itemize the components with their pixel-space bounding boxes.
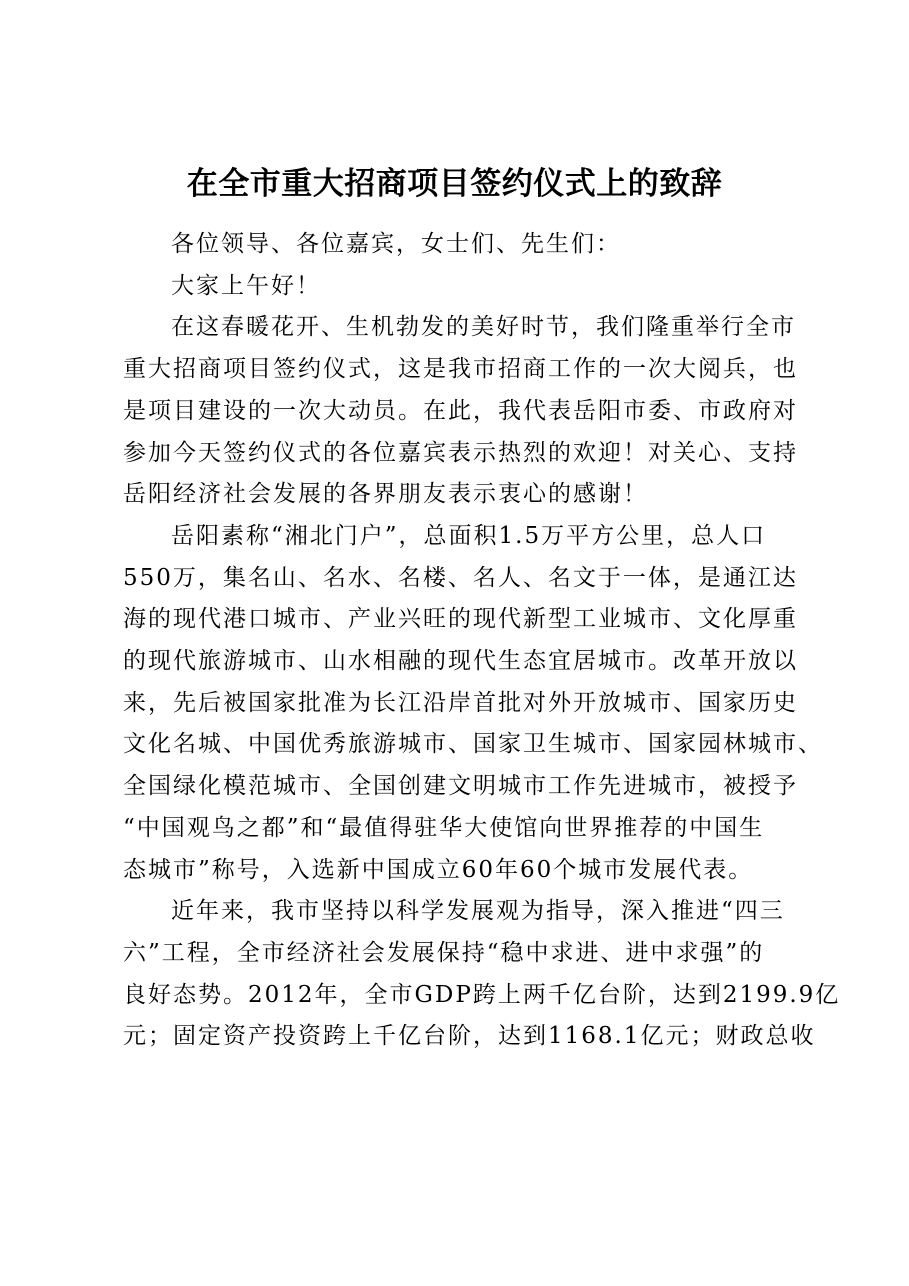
text-line: 在这春暖花开、生机勃发的美好时节，我们隆重举行全市 (171, 314, 796, 341)
text-line: 的现代旅游城市、山水相融的现代生态宜居城市。改革开放以 (123, 648, 798, 675)
text-line: 重大招商项目签约仪式，这是我市招商工作的一次大阅兵，也 (123, 356, 798, 383)
text-line: 岳阳素称“湘北门户”，总面积1.5万平方公里，总人口 (171, 522, 767, 549)
text-line: 岳阳经济社会发展的各界朋友表示衷心的感谢！ (123, 481, 648, 508)
city-intro-paragraph (123, 516, 823, 891)
text-line: 六”工程，全市经济社会发展保持“稳中求进、进中求强”的 (123, 939, 765, 966)
greeting-paragraph (123, 224, 803, 266)
text-line: 各位领导、各位嘉宾，女士们、先生们： (171, 231, 621, 257)
welcome-paragraph (123, 307, 803, 516)
text-line: 来，先后被国家批准为长江沿岸首批对外开放城市、国家历史 (123, 689, 798, 716)
text-line: “中国观鸟之都”和“最值得驻华大使馆向世界推荐的中国生 (123, 814, 765, 841)
text-line: 海的现代港口城市、产业兴旺的现代新型工业城市、文化厚重 (123, 606, 798, 633)
text-line: 文化名城、中国优秀旅游城市、国家卫生城市、国家园林城市、 (123, 731, 823, 758)
text-line: 大家上午好！ (171, 272, 321, 299)
text-line: 550万，集名山、名水、名楼、名人、名文于一体，是通江达 (123, 564, 798, 591)
text-line: 参加今天签约仪式的各位嘉宾表示热烈的欢迎！对关心、支持 (123, 439, 798, 466)
text-line: 全国绿化模范城市、全国创建文明城市工作先进城市，被授予 (123, 773, 798, 800)
text-line: 态城市”称号，入选新中国成立60年60个城市发展代表。 (123, 856, 754, 883)
text-line: 良好态势。2012年，全市GDP跨上两千亿台阶，达到2199.9亿 (123, 981, 841, 1008)
text-line: 元；固定资产投资跨上千亿台阶，达到1168.1亿元；财政总收 (123, 1023, 816, 1050)
salutation-paragraph (123, 266, 803, 308)
text-line: 近年来，我市坚持以科学发展观为指导，深入推进“四三 (171, 898, 785, 925)
economy-paragraph (123, 891, 841, 1058)
document-title: 在全市重大招商项目签约仪式上的致辞 (186, 166, 723, 202)
document-body (123, 224, 841, 1058)
text-line: 是项目建设的一次大动员。在此，我代表岳阳市委、市政府对 (123, 397, 798, 424)
